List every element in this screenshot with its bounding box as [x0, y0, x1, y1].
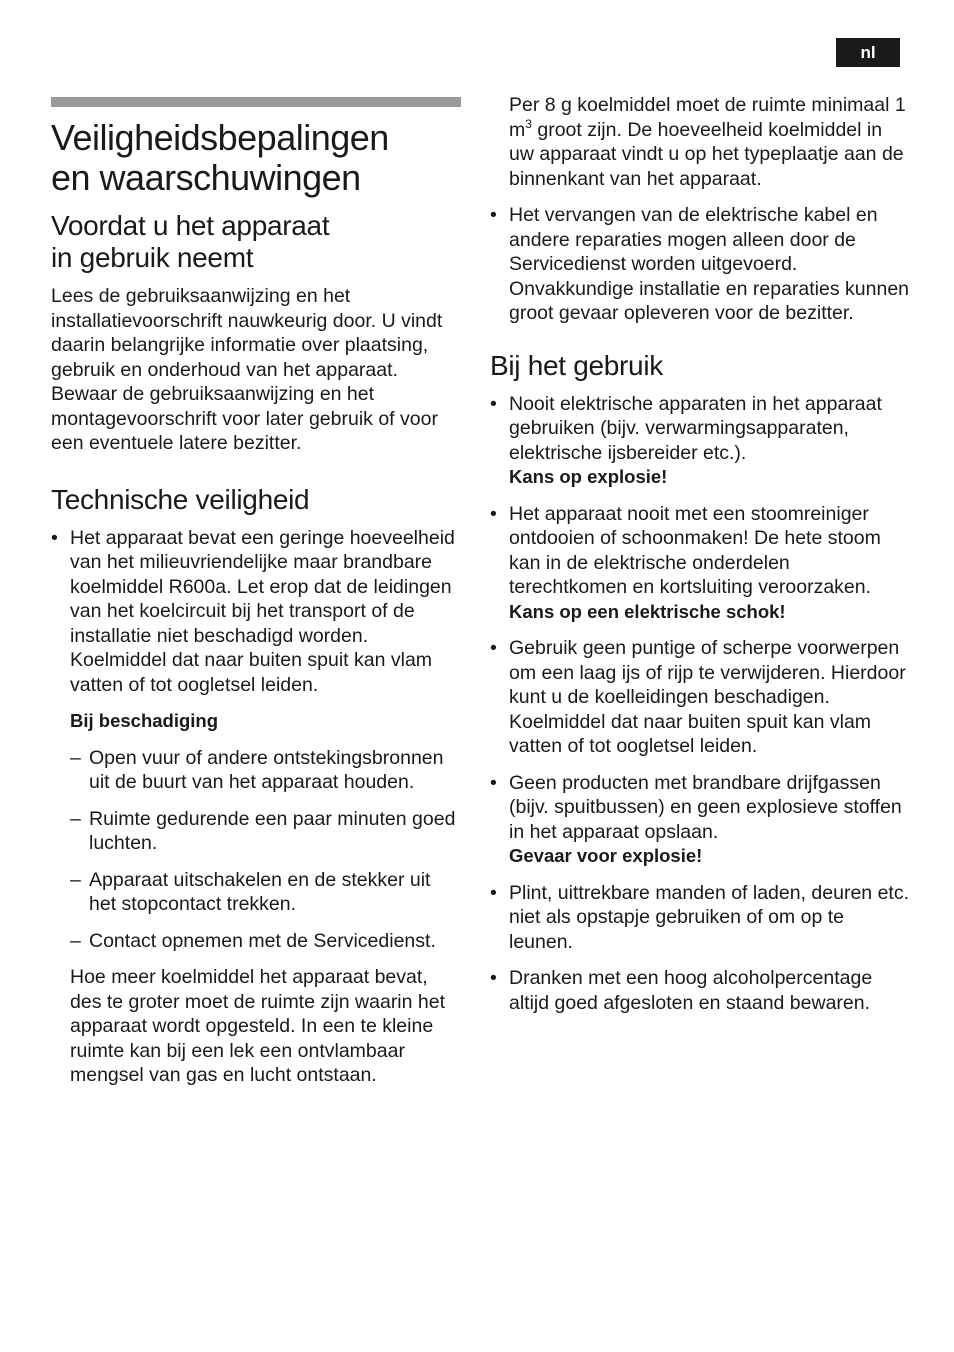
section-heading-technical-safety: Technische veiligheid [51, 483, 310, 515]
section-heading-usage: Bij het gebruik [490, 349, 663, 381]
list-item [490, 502, 910, 625]
heading-line1: Voordat u het apparaat [51, 210, 330, 241]
list-item [490, 392, 910, 490]
list-item: – Contact opnemen met de Servicedienst. [70, 929, 461, 954]
damage-subheading: Bij beschadiging [70, 710, 219, 731]
superscript-3: 3 [525, 116, 532, 131]
damage-steps-list [70, 746, 461, 954]
left-column [51, 97, 461, 1088]
list-item: • Het apparaat bevat een geringe hoeveelheid van het milieuvriendelijke maar brandbare koelmiddel R600a. Let erop dat de leidingen van het koelcircuit bij het transport of de installatie niet beschadigd worden. Koelmiddel dat naar buiten spuit kan vlam vatten of tot oogletsel leiden. [51, 526, 461, 698]
usage-text: Nooit elektrische apparaten in het apparaat gebruiken (bijv. verwarmingsapparaten, elektrische ijsbereider etc.). [509, 392, 882, 464]
repairs-list [490, 203, 910, 326]
usage-text: Plint, uittrekbare manden of laden, deuren etc. niet als opstapje gebruiken of om op te leunen. [509, 881, 909, 953]
list-item [490, 771, 910, 869]
warning-text: Gevaar voor explosie! [509, 845, 703, 866]
list-item: – Ruimte gedurende een paar minuten goed luchten. [70, 807, 461, 856]
list-item: • Het vervangen van de elektrische kabel en andere reparaties mogen alleen door de Servicedienst worden uitgevoerd. Onvakkundige installatie en reparaties kunnen groot gevaar opleveren voor de bezitter. [490, 203, 910, 326]
page-title-line1: Veiligheidsbepalingen [51, 117, 389, 158]
usage-list [490, 392, 910, 1016]
warning-text: Kans op een elektrische schok! [509, 600, 786, 622]
usage-text: Dranken met een hoog alcoholpercentage altijd goed afgesloten en staand bewaren. [509, 967, 873, 1014]
technical-safety-list [51, 526, 461, 698]
room-size-text-2: groot zijn. De hoeveelheid koelmiddel in uw apparaat vindt u op het typeplaatje aan de binnenkant van het apparaat. [509, 118, 904, 190]
room-size-text-1: Per 8 g koelmiddel moet de ruimte minimaal 1 m [509, 94, 906, 141]
section-heading-before-use [51, 210, 461, 274]
intro-paragraph: Lees de gebruiksaanwijzing en het installatievoorschrift nauwkeurig door. U vindt daarin belangrijke informatie over plaatsing, gebruik en onderhoud van het apparaat. [51, 285, 443, 381]
page-title-line2: en waarschuwingen [51, 157, 361, 198]
storage-paragraph: Bewaar de gebruiksaanwijzing en het montagevoorschrift voor later gebruik of voor een eventuele latere bezitter. [51, 383, 438, 454]
warning-text: Kans op explosie! [509, 466, 668, 487]
list-item [490, 636, 910, 759]
list-item [490, 881, 910, 955]
refrigerant-volume-paragraph: Hoe meer koelmiddel het apparaat bevat, des te groter moet de ruimte zijn waarin het apparaat wordt opgesteld. In een te kleine ruimte kan bij een lek een ontvlambaar mengsel van gas en lucht ontstaan. [70, 966, 446, 1086]
title-rule [51, 97, 461, 107]
right-column [490, 93, 910, 1027]
page-title [51, 118, 461, 198]
language-tag: nl [836, 38, 900, 67]
usage-text: Het apparaat nooit met een stoomreiniger ontdooien of schoonmaken! De hete stoom kan in de elektrische onderdelen terechtkomen en kortsluiting veroorzaken. [509, 502, 881, 598]
room-size-paragraph [490, 93, 910, 191]
list-item: – Open vuur of andere ontstekingsbronnen uit de buurt van het apparaat houden. [70, 746, 461, 795]
list-item: – Apparaat uitschakelen en de stekker uit het stopcontact trekken. [70, 868, 461, 917]
usage-text: Gebruik geen puntige of scherpe voorwerpen om een laag ijs of rijp te verwijderen. Hierdoor kunt u de koelleidingen beschadigen. Koelmiddel dat naar buiten spuit kan vlam vatten of tot oogletsel leiden. [509, 637, 906, 757]
heading-line2: in gebruik neemt [51, 242, 254, 273]
list-item [490, 966, 910, 1015]
usage-text: Geen producten met brandbare drijfgassen (bijv. spuitbussen) en geen explosieve stoffen in het apparaat opslaan. [509, 771, 902, 843]
